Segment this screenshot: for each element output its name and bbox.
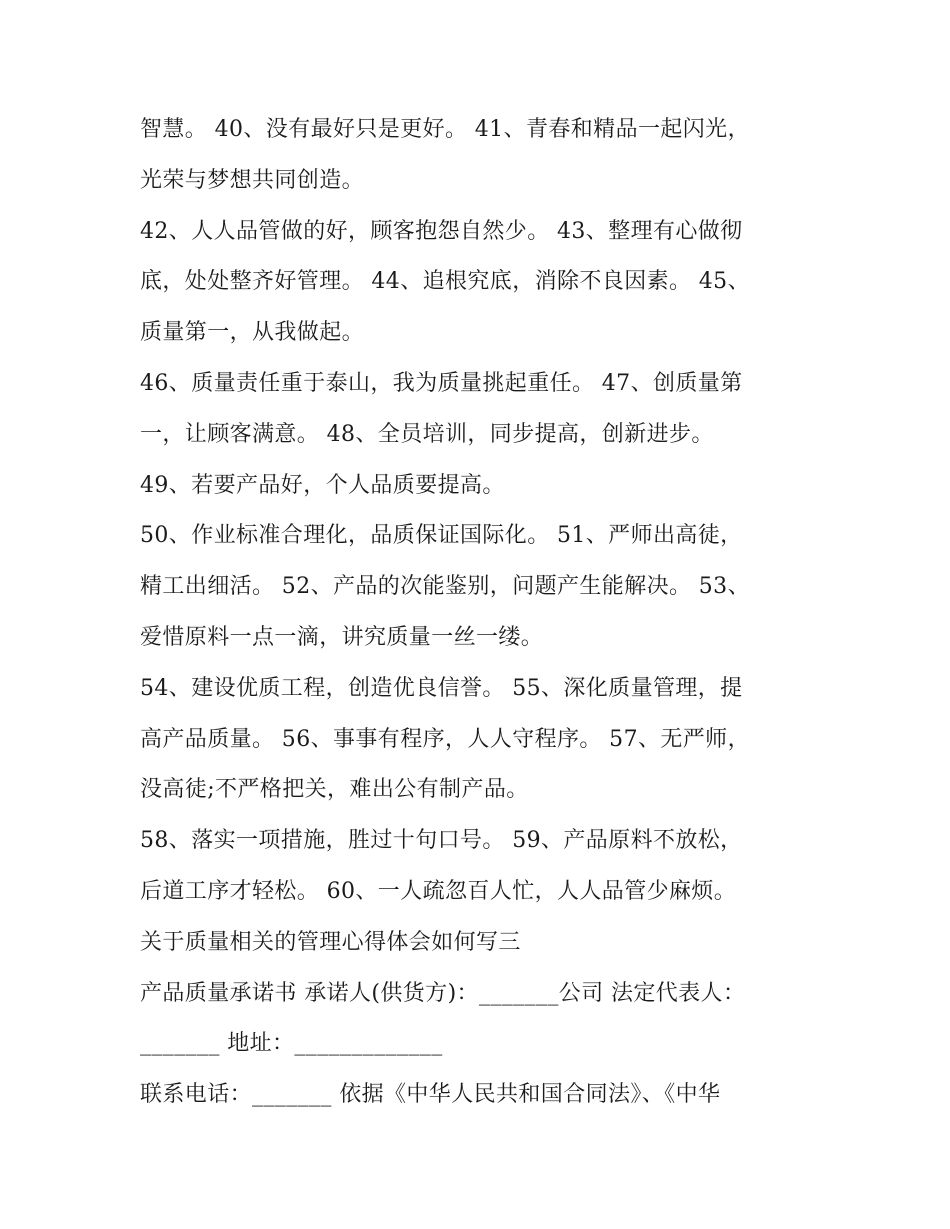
text-line: 爱惜原料一点一滴，讲究质量一丝一缕。 xyxy=(140,624,544,650)
text-line: 50、作业标准合理化，品质保证国际化。 51、严师出高徒， xyxy=(140,523,743,549)
text-line: 一，让顾客满意。 48、全员培训，同步提高，创新进步。 xyxy=(140,421,714,447)
text-line: 智慧。 40、没有最好只是更好。 41、青春和精品一起闪光， xyxy=(140,117,750,142)
text-line: 底，处处整齐好管理。 44、追根究底，消除不良因素。 45、 xyxy=(140,269,750,295)
text-line: 精工出细活。 52、产品的次能鉴别，问题产生能解决。 53、 xyxy=(140,574,750,600)
text-line: 产品质量承诺书 承诺人(供货方)：_______公司 法定代表人： xyxy=(140,980,746,1006)
text-line: 质量第一，从我做起。 xyxy=(140,320,365,346)
text-line: 高产品质量。 56、事事有程序，人人守程序。 57、无严师， xyxy=(140,726,750,752)
document-body xyxy=(140,105,820,1121)
text-line: 联系电话：_______ 依据《中华人民共和国合同法》、《中华 xyxy=(140,1082,721,1108)
text-line: _______ 地址：_____________ xyxy=(140,1031,443,1057)
text-line: 54、建设优质工程，创造优良信誉。 55、深化质量管理，提 xyxy=(140,675,743,701)
section-heading: 关于质量相关的管理心得体会如何写三 xyxy=(140,929,521,955)
text-line: 58、落实一项措施，胜过十句口号。 59、产品原料不放松， xyxy=(140,828,743,854)
text-line: 46、质量责任重于泰山，我为质量挑起重任。 47、创质量第 xyxy=(140,370,743,396)
text-line: 光荣与梦想共同创造。 xyxy=(140,167,365,193)
text-line: 49、若要产品好，个人品质要提高。 xyxy=(140,472,505,498)
text-line: 没高徒;不严格把关，难出公有制产品。 xyxy=(140,777,529,803)
text-line: 后道工序才轻松。 60、一人疏忽百人忙，人人品管少麻烦。 xyxy=(140,878,737,904)
text-line: 42、人人品管做的好，顾客抱怨自然少。 43、整理有心做彻 xyxy=(140,218,743,244)
